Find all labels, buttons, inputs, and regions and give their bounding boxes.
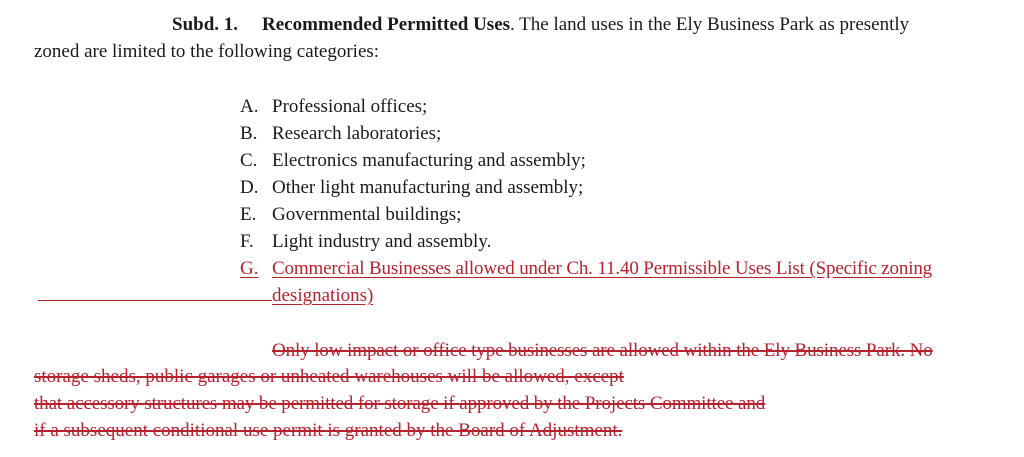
list-item-letter: F. xyxy=(240,231,254,252)
list-item-letter: A. xyxy=(240,96,259,117)
subdivision-label: Subd. 1. xyxy=(172,14,239,35)
intro-text-line2: zoned are limited to the following categories: xyxy=(34,41,380,62)
list-item-text-line2: designations) xyxy=(272,285,374,306)
list-item-text: Other light manufacturing and assembly; xyxy=(272,177,584,198)
deleted-line-2: storage sheds, public garages or unheated warehouses will be allowed, except xyxy=(34,366,624,387)
list-item-text: Light industry and assembly. xyxy=(272,231,492,252)
list-item-text: Electronics manufacturing and assembly; xyxy=(272,150,586,171)
section-heading-line xyxy=(172,14,909,36)
section-heading: Recommended Permitted Uses xyxy=(262,14,511,35)
list-item-text: Research laboratories; xyxy=(272,123,442,144)
intro-text-line1: . The land uses in the Ely Business Park as presently xyxy=(510,14,910,35)
list-item-letter: G. xyxy=(240,258,259,279)
list-item-text: Governmental buildings; xyxy=(272,204,462,225)
deleted-line-1: Only low impact or office type businesses are allowed within the Ely Business Park. No xyxy=(272,340,933,361)
list-item-letter: E. xyxy=(240,204,257,225)
list-item-letter: C. xyxy=(240,150,258,171)
inserted-list-item-continuation xyxy=(272,285,373,307)
list-item-text: Professional offices; xyxy=(272,96,428,117)
list-item-text: Commercial Businesses allowed under Ch. 11.40 Permissible Uses List (Specific zoning xyxy=(272,258,933,279)
deleted-line-3: that accessory structures may be permitted for storage if approved by the Projects Committee and xyxy=(34,393,766,414)
insertion-underline-rule xyxy=(38,300,272,301)
list-item-letter: B. xyxy=(240,123,258,144)
list-item-letter: D. xyxy=(240,177,259,198)
deleted-line-4: if a subsequent conditional use permit is granted by the Board of Adjustment. xyxy=(34,420,623,441)
